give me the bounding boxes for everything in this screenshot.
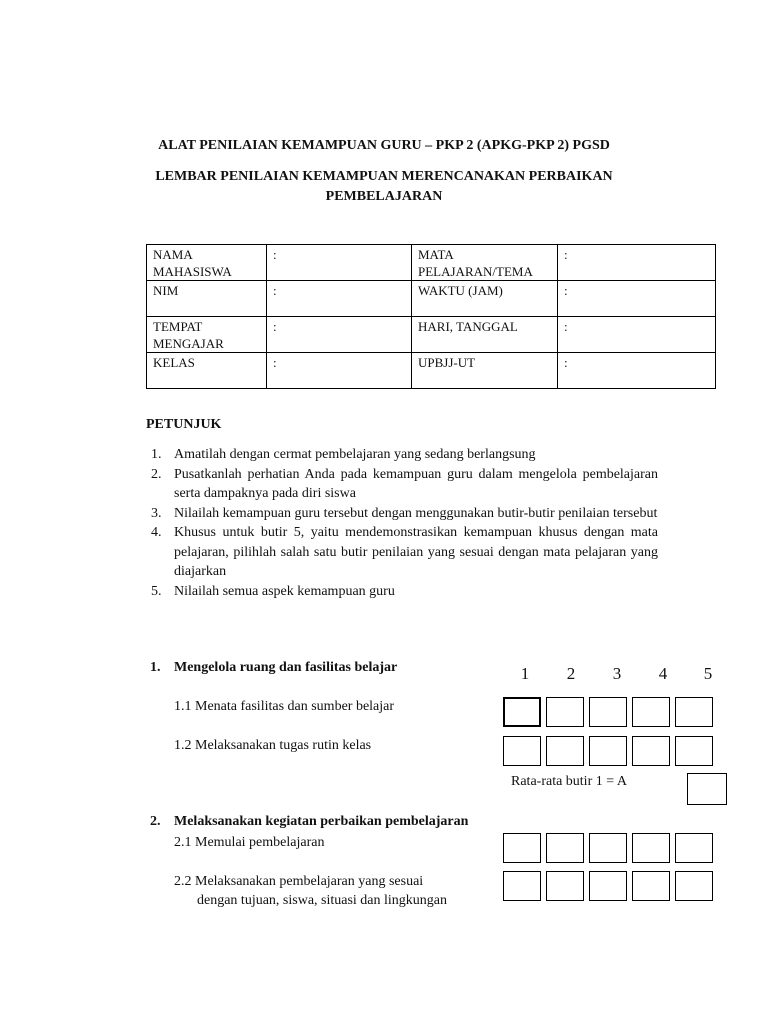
table-row [147,281,716,317]
label-tempat-mengajar: TEMPAT MENGAJAR [147,317,267,353]
average-box[interactable] [687,773,727,805]
label-nama-mahasiswa: NAMA MAHASISWA [147,245,267,281]
item-2-2-line1: 2.2 Melaksanakan pembelajaran yang sesuai [174,874,424,889]
rating-box[interactable] [503,697,541,727]
rating-box[interactable] [589,697,627,727]
instructions-list [146,445,658,601]
field-kelas[interactable]: : [267,353,412,389]
label-mata-pelajaran: MATA PELAJARAN/TEMA [412,245,558,281]
item-2-2-label [174,872,447,910]
section-number: 1. [150,660,161,675]
rating-row-2-1 [503,833,713,863]
rating-box[interactable] [546,697,584,727]
field-tempat-mengajar[interactable]: : [267,317,412,353]
item-1-2-label: 1.2 Melaksanakan tugas rutin kelas [174,738,372,753]
section-2-heading [150,814,468,830]
section-title: Mengelola ruang dan fasilitas belajar [174,660,398,675]
rating-box[interactable] [546,833,584,863]
rating-box[interactable] [503,871,541,901]
label-nim: NIM [147,281,267,317]
list-item [146,523,658,582]
section-1-heading [150,660,397,676]
rating-row-2-2 [503,871,713,901]
rating-box[interactable] [632,697,670,727]
section-number: 2. [150,814,161,829]
rating-box[interactable] [503,736,541,766]
scale-label-3: 3 [612,664,622,683]
rating-box[interactable] [546,736,584,766]
form-subtitle-line2: PEMBELAJARAN [325,189,443,204]
item-text: Amatilah dengan cermat pembelajaran yang sedang berlangsung [174,447,536,462]
item-number: 5. [151,583,162,599]
field-waktu[interactable]: : [558,281,716,317]
item-2-1-label: 2.1 Memulai pembelajaran [174,835,325,850]
item-number: 3. [151,505,162,521]
rating-box[interactable] [503,833,541,863]
rating-box[interactable] [675,833,713,863]
item-number: 1. [151,447,162,462]
item-number: 2. [151,466,162,482]
rating-box[interactable] [632,833,670,863]
label-upbjj: UPBJJ-UT [412,353,558,389]
label-kelas: KELAS [147,353,267,389]
rating-box[interactable] [589,871,627,901]
item-1-1-label: 1.1 Menata fasilitas dan sumber belajar [174,699,395,714]
field-mata-pelajaran[interactable]: : [558,245,716,281]
instructions-heading: PETUNJUK [146,417,222,432]
label-hari-tanggal: HARI, TANGGAL [412,317,558,353]
rating-box[interactable] [632,736,670,766]
list-item [146,445,658,465]
field-hari-tanggal[interactable]: : [558,317,716,353]
average-label: Rata-rata butir 1 = A [511,774,627,789]
rating-box[interactable] [589,736,627,766]
item-text: Khusus untuk butir 5, yaitu mendemonstrasikan kemampuan khusus dengan mata pelajaran, pilihlah salah satu butir penilaian yang sesuai dengan mata pelajaran yang diajarkan [174,525,658,579]
scale-label-1: 1 [520,664,530,683]
table-row [147,353,716,389]
rating-box[interactable] [632,871,670,901]
form-subtitle-line1: LEMBAR PENILAIAN KEMAMPUAN MERENCANAKAN PERBAIKAN [155,169,613,184]
scale-label-5: 5 [703,664,713,683]
list-item [146,582,658,602]
form-subtitle [0,167,768,207]
form-title: ALAT PENILAIAN KEMAMPUAN GURU – PKP 2 (APKG-PKP 2) PGSD [158,138,610,153]
list-item [146,465,658,504]
item-2-2-line2: dengan tujuan, siswa, situasi dan lingkungan [197,893,448,908]
identity-table [146,244,716,389]
scale-label-2: 2 [566,664,576,683]
rating-box[interactable] [675,736,713,766]
field-nama-mahasiswa[interactable]: : [267,245,412,281]
rating-box[interactable] [675,697,713,727]
field-nim[interactable]: : [267,281,412,317]
item-text: Nilailah semua aspek kemampuan guru [174,583,395,599]
field-upbjj[interactable]: : [558,353,716,389]
rating-box[interactable] [589,833,627,863]
list-item [146,504,658,524]
item-text: Nilailah kemampuan guru tersebut dengan menggunakan butir-butir penilaian tersebut [174,505,658,521]
item-number: 4. [151,525,162,540]
rating-box[interactable] [546,871,584,901]
rating-box[interactable] [675,871,713,901]
rating-row-1-2 [503,736,713,766]
scale-label-4: 4 [658,664,668,683]
rating-row-1-1 [503,697,713,727]
table-row [147,245,716,281]
section-title: Melaksanakan kegiatan perbaikan pembelajaran [174,814,469,829]
label-waktu: WAKTU (JAM) [412,281,558,317]
table-row [147,317,716,353]
item-text: Pusatkanlah perhatian Anda pada kemampuan guru dalam mengelola pembelajaran serta dampaknya pada diri siswa [174,466,658,501]
